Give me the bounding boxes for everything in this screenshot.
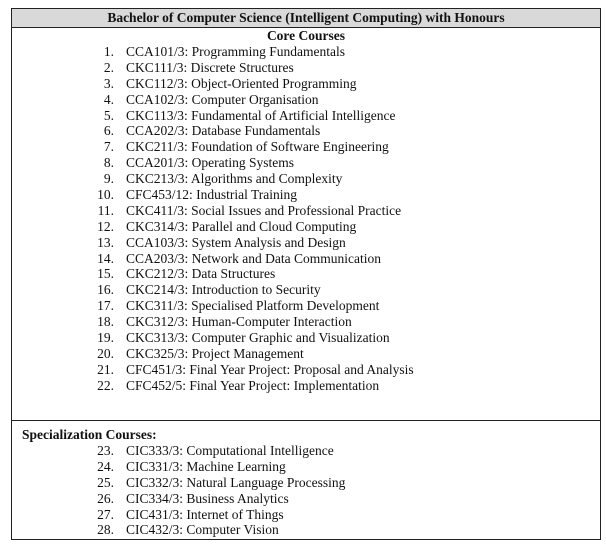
course-title: CCA102/3: Computer Organisation (126, 91, 319, 107)
course-item (12, 491, 600, 507)
course-number: 19. (97, 330, 114, 346)
course-number: 16. (97, 282, 114, 298)
course-number: 14. (97, 250, 114, 266)
course-number: 1. (103, 44, 114, 59)
course-number: 21. (97, 361, 114, 377)
course-title: CFC452/5: Final Year Project: Implementation (126, 377, 380, 393)
course-item (12, 330, 600, 346)
course-title: CKC411/3: Social Issues and Professional Practice (126, 202, 402, 218)
course-title: CCA101/3: Programming Fundamentals (126, 44, 345, 59)
course-table (11, 8, 601, 540)
course-item (12, 346, 600, 362)
course-title: CKC212/3: Data Structures (126, 266, 276, 282)
course-number: 6. (103, 123, 114, 139)
course-number: 2. (103, 59, 114, 75)
course-number: 9. (103, 171, 114, 187)
course-title: CKC213/3: Algorithms and Complexity (126, 171, 343, 187)
course-number: 18. (97, 314, 114, 330)
course-title: CFC453/12: Industrial Training (126, 187, 298, 203)
core-course-list (12, 44, 600, 394)
course-number: 12. (97, 218, 114, 234)
course-title: CKC111/3: Discrete Structures (126, 59, 294, 75)
course-title: CIC331/3: Machine Learning (126, 458, 286, 474)
course-title: CIC432/3: Computer Vision (126, 522, 279, 538)
specialization-courses-heading: Specialization Courses: (22, 427, 157, 442)
table-title: Bachelor of Computer Science (Intelligent Computing) with Honours (12, 9, 600, 28)
course-item (12, 92, 600, 108)
specialization-courses-section (12, 421, 600, 538)
course-number: 10. (97, 187, 114, 203)
course-title: CKC214/3: Introduction to Security (126, 282, 321, 298)
course-item (12, 171, 600, 187)
course-number: 24. (97, 458, 114, 474)
course-item (12, 123, 600, 139)
course-title: CIC431/3: Internet of Things (126, 506, 284, 522)
course-item (12, 362, 600, 378)
course-title: CCA202/3: Database Fundamentals (126, 123, 321, 139)
course-item (12, 187, 600, 203)
course-item (12, 44, 600, 60)
course-title: CKC325/3: Project Management (126, 345, 304, 361)
course-title: CCA203/3: Network and Data Communication (126, 250, 381, 266)
course-title: CKC313/3: Computer Graphic and Visualization (126, 330, 390, 346)
course-title: CIC333/3: Computational Intelligence (126, 443, 334, 458)
course-title: CKC311/3: Specialised Platform Development (126, 298, 380, 314)
course-title: CCA103/3: System Analysis and Design (126, 234, 346, 250)
core-courses-section (12, 28, 600, 421)
course-title: CIC334/3: Business Analytics (126, 490, 289, 506)
course-item (12, 298, 600, 314)
course-item (12, 282, 600, 298)
course-number: 11. (97, 202, 114, 218)
course-item (12, 76, 600, 92)
course-number: 22. (97, 377, 114, 393)
course-item (12, 203, 600, 219)
course-number: 27. (97, 506, 114, 522)
course-number: 28. (97, 522, 114, 538)
course-number: 4. (103, 91, 114, 107)
course-item (12, 522, 600, 538)
course-number: 23. (97, 443, 114, 458)
specialization-course-list (12, 443, 600, 538)
course-number: 13. (97, 234, 114, 250)
course-number: 7. (103, 139, 114, 155)
course-number: 5. (103, 107, 114, 123)
course-item (12, 60, 600, 76)
course-number: 25. (97, 474, 114, 490)
course-number: 8. (103, 155, 114, 171)
course-title: CIC332/3: Natural Language Processing (126, 474, 346, 490)
course-title: CKC314/3: Parallel and Cloud Computing (126, 218, 357, 234)
course-title: CKC113/3: Fundamental of Artificial Intelligence (126, 107, 396, 123)
course-number: 17. (97, 298, 114, 314)
course-title: CFC451/3: Final Year Project: Proposal and Analysis (126, 361, 414, 377)
course-item (12, 155, 600, 171)
course-item (12, 139, 600, 155)
course-item (12, 219, 600, 235)
course-item (12, 443, 600, 459)
course-item (12, 314, 600, 330)
course-number: 15. (97, 266, 114, 282)
course-number: 3. (103, 75, 114, 91)
core-courses-heading: Core Courses (266, 28, 346, 43)
course-title: CKC211/3: Foundation of Software Engineering (126, 139, 389, 155)
course-title: CKC112/3: Object-Oriented Programming (126, 75, 357, 91)
course-number: 26. (97, 490, 114, 506)
course-title: CCA201/3: Operating Systems (126, 155, 294, 171)
course-title: CKC312/3: Human-Computer Interaction (126, 314, 352, 330)
course-number: 20. (97, 345, 114, 361)
course-item (12, 475, 600, 491)
course-item (12, 507, 600, 523)
course-item (12, 266, 600, 282)
course-item (12, 235, 600, 251)
course-item (12, 108, 600, 124)
course-item (12, 378, 600, 394)
course-item (12, 459, 600, 475)
course-item (12, 251, 600, 267)
